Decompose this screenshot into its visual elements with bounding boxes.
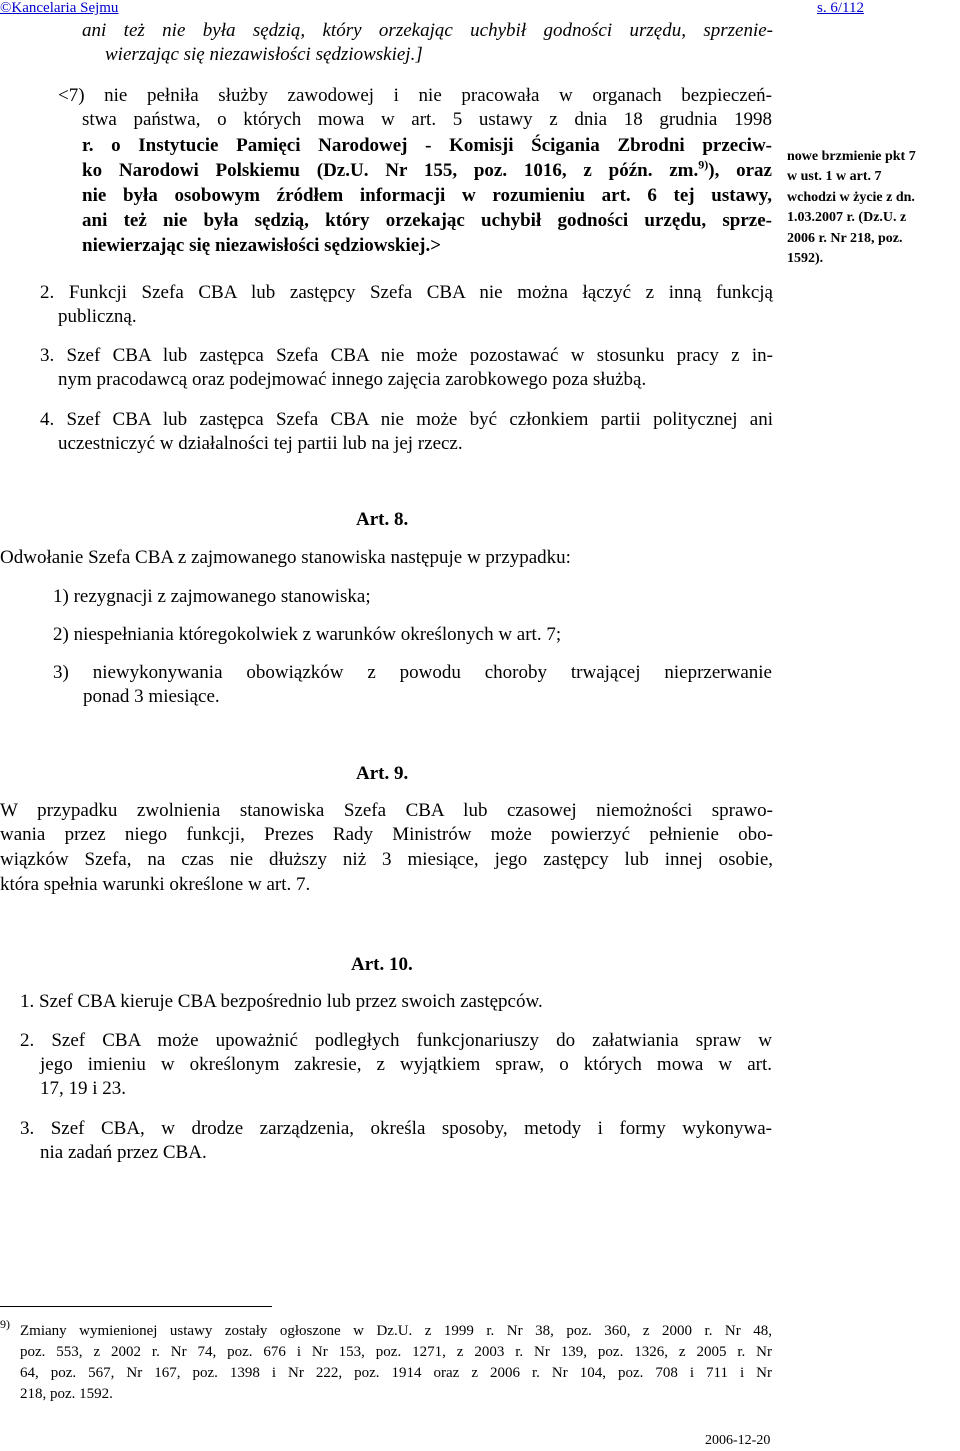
- footnote-line: 64, poz. 567, Nr 167, poz. 1398 i Nr 222, poz. 1914 oraz z 2006 r. Nr 104, poz. 708 i 711 i Nr: [20, 1365, 772, 1381]
- paragraph-line: 1. Szef CBA kieruje CBA bezpośrednio lub przez swoich zastępców.: [20, 991, 543, 1012]
- side-note-line: wchodzi w życie z dn.: [787, 190, 915, 205]
- paragraph-line: która spełnia warunki określone w art. 7.: [0, 874, 311, 895]
- item7-line: [82, 159, 772, 183]
- side-note-line: 1592).: [787, 251, 824, 266]
- list-item: 3) niewykonywania obowiązków z powodu choroby trwającej nieprzerwanie: [53, 662, 772, 683]
- paragraph-line: 3. Szef CBA, w drodze zarządzenia, określa sposoby, metody i formy wykonywa-: [20, 1118, 772, 1139]
- footnote-line: 218, poz. 1592.: [20, 1386, 113, 1402]
- article-title: Art. 8.: [356, 509, 409, 530]
- side-note-line: w ust. 1 w art. 7: [787, 169, 882, 184]
- paragraph-line: wiązków Szefa, na czas nie dłuższy niż 3 miesiące, jego zastępcy lub innej osobie,: [0, 849, 773, 870]
- item7-line: nie była osobowym źródłem informacji w rozumieniu art. 6 tej ustawy,: [82, 185, 772, 206]
- item7-line: <7) nie pełniła służby zawodowej i nie pracowała w organach bezpieczeń-: [58, 85, 772, 106]
- item7-line: ani też nie była sędzią, który orzekając uchybił godności urzędu, sprze-: [82, 210, 772, 231]
- article-intro: Odwołanie Szefa CBA z zajmowanego stanowiska następuje w przypadku:: [0, 547, 571, 568]
- old-text-line: wierzając się niezawisłości sędziowskiej.]: [105, 44, 423, 65]
- paragraph-line: W przypadku zwolnienia stanowiska Szefa CBA lub czasowej niemożności sprawo-: [0, 800, 773, 821]
- header-source: [0, 0, 118, 17]
- footnote-line: poz. 553, z 2002 r. Nr 74, poz. 676 i Nr 153, poz. 1271, z 2003 r. Nr 139, poz. 1326, z 2005 r. Nr: [20, 1344, 772, 1360]
- footnote-marker: [0, 1317, 10, 1340]
- source-link[interactable]: ©Kancelaria Sejmu: [0, 0, 119, 16]
- paragraph-line: 2. Szef CBA może upoważnić podległych funkcjonariuszy do załatwiania spraw w: [20, 1030, 772, 1051]
- footnote-number: 9): [0, 1317, 10, 1331]
- paragraph-line: 17, 19 i 23.: [40, 1078, 127, 1099]
- paragraph-line: publiczną.: [58, 306, 137, 327]
- side-note-line: nowe brzmienie pkt 7: [787, 149, 916, 164]
- list-item: ponad 3 miesiące.: [83, 686, 220, 707]
- page-number-link[interactable]: s. 6/112: [817, 0, 864, 16]
- article-title: Art. 9.: [356, 763, 409, 784]
- list-item: 1) rezygnacji z zajmowanego stanowiska;: [53, 586, 371, 607]
- footer-date: 2006-12-20: [705, 1433, 771, 1448]
- item7-line: r. o Instytucie Pamięci Narodowej - Komisji Ścigania Zbrodni przeciw-: [82, 135, 772, 156]
- paragraph-line: jego imieniu w określonym zakresie, z wyjątkiem spraw, o których mowa w art.: [40, 1054, 772, 1075]
- paragraph-line: nia zadań przez CBA.: [40, 1142, 207, 1163]
- footnote-ref[interactable]: 9): [698, 157, 709, 172]
- paragraph-line: nym pracodawcą oraz podejmować innego zajęcia zarobkowego poza służbą.: [58, 369, 647, 390]
- item7-line: stwa państwa, o których mowa w art. 5 ustawy z dnia 18 grudnia 1998: [82, 109, 772, 130]
- side-note-line: 1.03.2007 r. (Dz.U. z: [787, 210, 907, 225]
- item7-text: ), oraz: [708, 160, 772, 181]
- paragraph-line: uczestniczyć w działalności tej partii lub na jej rzecz.: [58, 433, 463, 454]
- paragraph-line: wania przez niego funkcji, Prezes Rady Ministrów może powierzyć pełnienie obo-: [0, 824, 773, 845]
- old-text-line: ani też nie była sędzią, który orzekając uchybił godności urzędu, sprzenie-: [82, 20, 773, 41]
- paragraph-line: 2. Funkcji Szefa CBA lub zastępcy Szefa CBA nie można łączyć z inną funkcją: [40, 282, 773, 303]
- header-page-number: [817, 0, 864, 17]
- item7-line: niewierzając się niezawisłości sędziowskiej.>: [82, 235, 442, 256]
- side-note-line: 2006 r. Nr 218, poz.: [787, 231, 903, 246]
- article-title: Art. 10.: [351, 954, 413, 975]
- footnote-line: Zmiany wymienionej ustawy zostały ogłoszone w Dz.U. z 1999 r. Nr 38, poz. 360, z 2000 r. Nr 48,: [20, 1323, 772, 1339]
- paragraph-line: 3. Szef CBA lub zastępca Szefa CBA nie może pozostawać w stosunku pracy z in-: [40, 345, 773, 366]
- footnote-divider: [0, 1306, 272, 1307]
- paragraph-line: 4. Szef CBA lub zastępca Szefa CBA nie może być członkiem partii politycznej ani: [40, 409, 773, 430]
- list-item: 2) niespełniania któregokolwiek z warunków określonych w art. 7;: [53, 624, 562, 645]
- item7-text: ko Narodowi Polskiemu (Dz.U. Nr 155, poz. 1016, z późn. zm.: [82, 160, 699, 181]
